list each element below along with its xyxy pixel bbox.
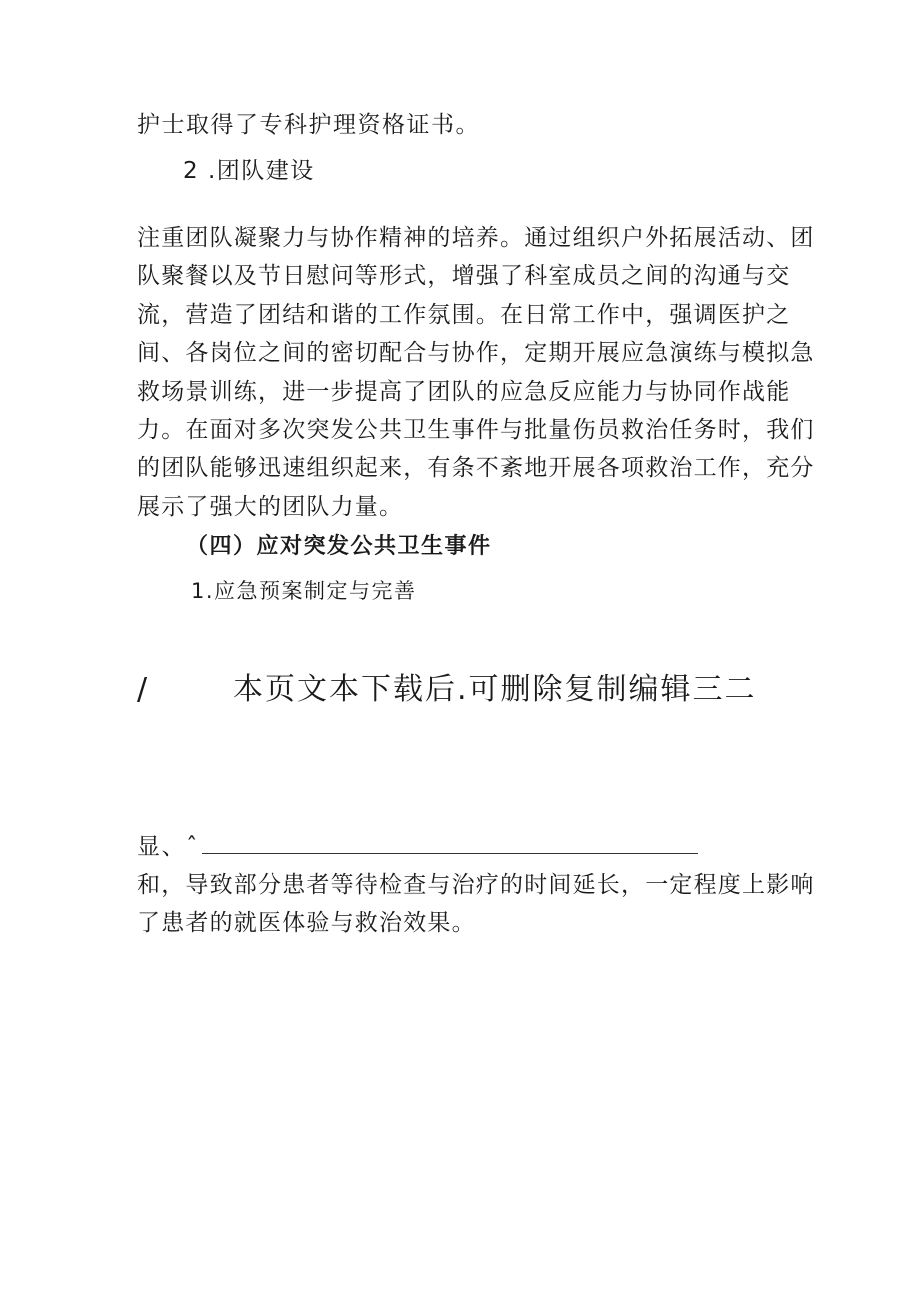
watermark-banner: [137, 668, 777, 712]
paragraph-line: 力。在面对多次突发公共卫生事件与批量伤员救治任务时，我们: [137, 417, 815, 444]
paragraph-line: 队聚餐以及节日慰问等形式，增强了科室成员之间的沟通与交: [137, 263, 791, 290]
paragraph-patient-impact: [137, 866, 815, 943]
text-line-certificate: 护士取得了专科护理资格证书。: [137, 112, 480, 138]
paragraph-team-building: [137, 219, 815, 526]
paragraph-line: 间、各岗位之间的密切配合与协作，定期开展应急演练与模拟急: [137, 340, 815, 367]
banner-text: 本页文本下载后.可删除复制编辑三二: [233, 672, 757, 707]
paragraph-line: 注重团队凝聚力与协作精神的培养。通过组织户外拓展活动、团: [137, 225, 815, 251]
horizontal-rule: [202, 853, 698, 854]
paragraph-line: 救场景训练，进一步提高了团队的应急反应能力与协同作战能: [137, 378, 791, 405]
subheading-emergency-plan: 1.应急预案制定与完善: [191, 579, 417, 603]
paragraph-line: 的团队能够迅速组织起来，有条不紊地开展各项救治工作，充分: [137, 455, 815, 482]
paragraph-line: 展示了强大的团队力量。: [137, 493, 404, 520]
paragraph-line: 了患者的就医体验与救治效果。: [137, 910, 476, 937]
banner-slash: /: [137, 672, 150, 707]
paragraph-line: 和，导致部分患者等待检查与治疗的时间延长，一定程度上影响: [137, 872, 815, 898]
paragraph-line: 流，营造了团结和谐的工作氛围。在日常工作中，强调医护之: [137, 301, 791, 328]
section-heading-team-building: 2 .团队建设: [183, 158, 315, 184]
text-fragment: 显、ˆ: [137, 834, 199, 860]
section-heading-public-health: （四）应对突发公共卫生事件: [186, 534, 492, 559]
